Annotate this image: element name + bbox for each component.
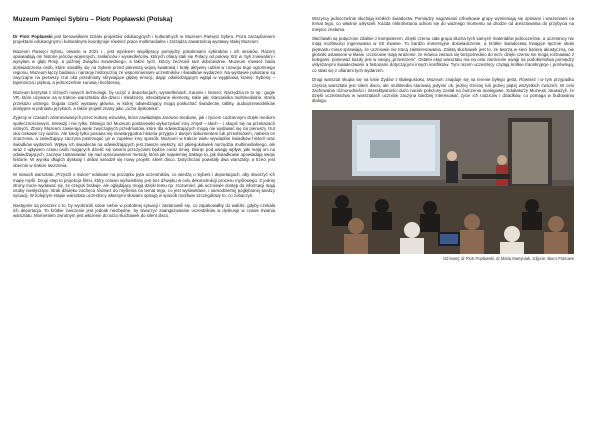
- body-paragraph: Następnie są proszeni o to, by wyobrazili sobie siebie w podobnej sytuacji i zastanowili się, co zapakowałby do walizki, gdyby czekała ich deportacja. To krótkie ćwiczenie jest jednak niezbędne, by stworzyć zaangażowanie uczestników w dyskusję w czasie trwania warsztatu. Momentem zwrotnym jest włożenie do uszu słuchawek do silent disco.: [13, 202, 275, 219]
- photo-caption: Od lewej: dr Piotr Popławski, dr Maria Martyniak, zdjęcie: Biuro Prasowe: [442, 255, 574, 261]
- workshop-photo: [312, 110, 574, 254]
- lead-paragraph: [13, 34, 275, 45]
- right-column: [312, 16, 574, 416]
- body-paragraph: Muzeum Pamięci Sybiru, otwarte w 2021 r., jest wynikiem współpracy pomiędzy pokoleniami sybiraków i ich wnuków. Razem opowiadają oni historie jeńców wojennych, zesłańców i wysiedleńców, których ofiarą stali się Polacy od połowy XIX w. byli zniewalani i wysyłani w głąb Rosji, a później Związku Sowieckiego, a także tych, którzy zechcieli tam dobrowolnie. Muzeum również bada doświadczenia osób, które osiedliły się na Syberii przed pierwszą wojną światową i brały aktywny udział w rozwoju tego ogromnego regionu. Muzeum łączy badania i narrację historyczną ze wspomnieniami uczestników i świadków wydarzeń. Na wystawie pokazane są zwyczajne na pierwszy rzut oka przedmioty skrywające głębię emocji, dając odwiedzającym wgląd w wyjątkową krainę: Syberię – tajemniczą i piękną, a jednocześnie surową i bezlitosną.: [13, 48, 275, 86]
- body-paragraph: Słuchawki są połączone zdalnie z komputerem, dzięki czemu cała grupa słucha tych samych materiałów jednocześnie, a uczestnicy nie mają możliwości ingerowania w ich trwanie. To bardzo immersyjne doświadczenie, a krótkie świadectwa trwające łącznie około piętnastu minut sprawiają, że uczniowie nie tracą zainteresowania. Zaletą słuchawek jest to, że tworzą w sieci barierę akustyczną, nie głośniki ustawione w klasie. Uczniowie mają wrażenie, że mówca zwraca się bezpośrednio do nich, dzięki czemu nie mogą rozmawiać z kolegami, ponieważ każdy jest w swojej „przestrzeni”. Ostatni etap warsztatu ma na celu zwrócenie uwagi na podobieństwa pomiędzy usłyszanymi świadectwami a historiami dotyczącymi innych konfliktów. Tym razem uczestnicy czytają krótkie transkrypcje i porównują, co stało się z ofiarami tych wydarzeń.: [312, 36, 574, 73]
- lead-author-name: Dr Piotr Popławski: [13, 34, 53, 39]
- body-paragraph: Żyjemy w czasach zdominowanych przez kulturę wizualną, która zawładnęła zarówno mediami, jak i życiem codziennym dzięki mediom społecznościowym, telewizji i nie tylko. Dlatego też Muzeum postanowiło wykorzystać inny zmysł – słuch – i skupić się na przekazach ustnych. Zbiory Muzeum zawierają wiele zwyczajnych przedmiotów, które dla odwiedzających mogą nie wydawać się na pierwszy rzut oka ciekawe czy ważne. Ale kiedy tylko posiana się niewiarygodna historia przyjęta z danym dokumentem lub przedmiotem, nabiera on znaczenia, a zwiedzający zaczyna postrzegać go w zupełnie inny sposób. Muzeum w trakcie wielu wywiadów świadków historii oraz świadków wydarzeń. Wpływ ich świadectw na odwiedzających jest zawsze większy, niż jakiegokolwiek narzędzia multimedialnego, ale wraz z upływem czasu osób mogących dzielić się swoimi przeżyciami będzie coraz mniej. Biorąc pod uwagę wpływ, jaki mają oni na odwiedzających, zaczęto zastanawiać się nad opracowaniem metody, która jak najwierniej traktuje to, jak świadkowie opowiadają swoje historie. W wyniku długich dyskusji i debat narodził się nowy projekt: silent disco. Dotychczas powstały dwa warsztaty, a trzeci jest obecnie w trakcie tworzenia.: [13, 115, 275, 168]
- body-paragraph: Wszyscy jednocześnie słuchają krótkich świadectw. Pomiędzy nagraniami członkowie grupy wymieniają się opiniami i wrażeniami na temat tego, co właśnie usłyszeli. Każda mikrohistoria odnosi się do ważnego momentu na drodze od aresztowania do przybycia na miejsce zesłania.: [312, 16, 574, 32]
- body-paragraph: W ramach warsztatu „Przyszli o świcie” edukator na początku pyta uczestników, co wiedzą o Syberii i deportacjach, aby stworzyć ich mapę myśli. Drugi etap to projekcja filmu, który celowo wyświetlany jest bez dźwięku w celu dekonstrukcji procesu myślowego. Z jednej strony może wydawać się, że czegoś brakuje, ale oglądający mogą dzięki temu np. zrozumieć, jak uczniowie dostęp do informacji mają osoby niesłyszące. Brak dźwięku zachęca również do myślenia na temat tego, co jest wyświetlane, i samodzielnej pogłębionej analizy sytuacji. W kolejnym etapie warsztatu uczestnicy własnymi słowami opisują w sposób możliwie szczegółowy to, co zobaczyli.: [13, 172, 275, 199]
- lead-text: jest kierownikiem Działu projektów edukacyjnych i kulturalnych w Muzeum Pamięci Sybiru. Poza zarządzaniem projektami edukacyjnymi i kulturalnymi koordynuje również prace multimedialne i zarządza zawartością wystawy stałej Muzeum.: [13, 34, 275, 45]
- workshop-photo-illustration: [312, 110, 574, 254]
- body-paragraph: Drugi warsztat skupia się na losie Żydów z Białegostoku. Muzeum znajduje się na terenie byłego getta. Również i w tym przypadku częścią warsztatu jest silent disco, ale multimedia stanowią jedynie ok. jednej trzeciej lub jednej piątej wszystkich ćwiczeń. W celu zachowania różnorodności i interaktywności dużo nacisk położony został na ćwiczenia analogowe. Edukatorzy Muzeum zauważyli, że dzięki uczestnictwu w warsztatach uczniów zaczyna bardziej interesować życie ich rodziców i dziadków, co pomaga w budowaniu dialogu.: [312, 77, 574, 104]
- body-paragraph: Muzeum korzysta z różnych nowych technologii, by uczyć o deportacjach, wysiedleniach, traumie i śmierci. Narzędzia te to np.: gogle VR, które używane są w trakcie warsztatów dla dzieci i młodzieży, interaktywne elementy, takie jak: stanowiska multimedialne, strefa przekazu ustnego, bogata część wystawy główna, w której odwiedzający mogą posłuchać świadectw, tablity, audioprzewodników dostępne w jednastu językach, a także projekt znany jako „cicha dyskoteka”.: [13, 90, 275, 111]
- left-column: [13, 16, 275, 416]
- article-title: Muzeum Pamięci Sybiru – Piotr Popławski (Polska): [13, 16, 173, 23]
